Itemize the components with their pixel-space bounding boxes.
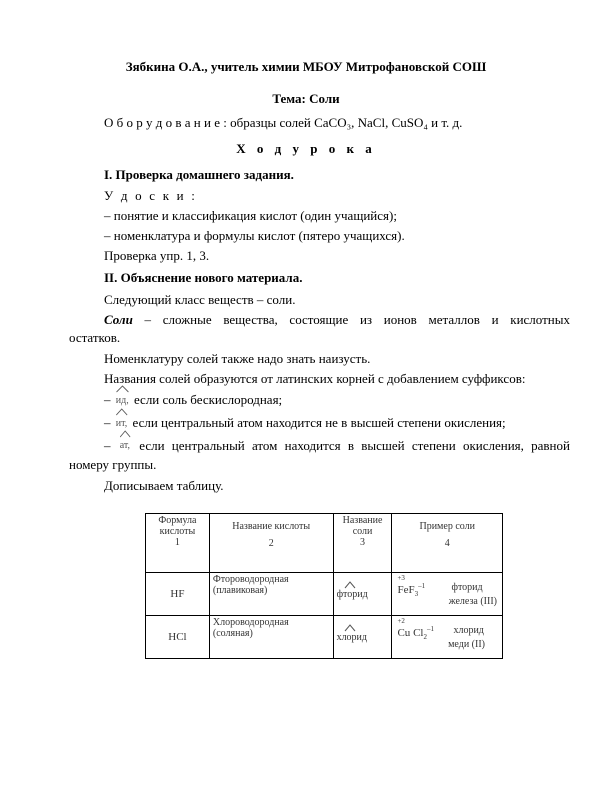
equipment-line: [104, 115, 462, 131]
index: 2: [423, 633, 427, 641]
definition-continuation: остатков.: [69, 330, 121, 345]
header-text: Название кислоты: [232, 521, 311, 532]
suffix-word: атом: [251, 438, 278, 453]
suffix-word: степени: [411, 438, 456, 453]
lesson-title: Х о д у р о к а: [236, 141, 376, 156]
suffix-text: если центральный атом находится не в высшей степени окисления;: [132, 415, 506, 430]
oxidation-state: +2: [397, 617, 405, 625]
table-header-cell: [146, 514, 210, 573]
fill-table-line: Дописываем таблицу.: [104, 478, 224, 493]
suffix-word: находится: [284, 438, 341, 453]
suffix-word: центральный: [171, 438, 245, 453]
oxidation-state: –1: [418, 582, 426, 590]
author-line: Зябкина О.А., учитель химии МБОУ Митрофановской СОШ: [125, 59, 487, 74]
table-header-cell: [392, 514, 503, 573]
equipment-label: О б о р у д о в а н и е :: [104, 115, 227, 130]
oxidation-state: –1: [426, 625, 434, 633]
section1-title: I. Проверка домашнего задания.: [104, 167, 294, 182]
acid-name-alt: (плавиковая): [212, 585, 268, 596]
suffix-item-at: [104, 438, 570, 454]
suffix-item-id: [104, 392, 282, 409]
salt-name-cell: [333, 616, 392, 659]
suffix-word: в: [347, 438, 355, 453]
definition-word: металлов: [428, 312, 480, 327]
suffix-word: высшей: [361, 438, 405, 453]
table-row: [146, 573, 503, 616]
definition-word: вещества,: [223, 312, 278, 327]
header-text: Название: [342, 515, 383, 526]
example-name: фторид: [451, 582, 483, 593]
salts-table: [145, 513, 503, 659]
salt-example-cell: [392, 616, 503, 659]
suffix-word: если: [139, 438, 165, 453]
definition-word: из: [359, 312, 373, 327]
salt-name: фторид: [337, 589, 368, 600]
table-header-row: [146, 514, 503, 573]
salt-formula: [397, 625, 434, 641]
dash: –: [104, 438, 111, 453]
acid-formula-cell: HCl: [146, 616, 210, 659]
section2-title: II. Объяснение нового материала.: [104, 270, 303, 285]
salt-name-cell: [333, 573, 392, 616]
definition-word: ионов: [383, 312, 417, 327]
index: 3: [414, 590, 419, 598]
definition-word: и: [491, 312, 499, 327]
acid-name-alt: (соляная): [212, 628, 253, 639]
example-name: хлорид: [453, 625, 484, 636]
suffix-at: ат,: [118, 438, 132, 454]
nomenclature-line: Номенклатуру солей также надо знать наизусть.: [104, 351, 371, 366]
table-header-cell: [333, 514, 392, 573]
salt-example-cell: [392, 573, 503, 616]
equipment-text: образцы солей CaCO₃, NaCl, CuSO₄ и т. д.: [230, 115, 463, 130]
dash: –: [104, 392, 111, 407]
header-num: 3: [360, 537, 366, 548]
anion: F: [408, 584, 415, 596]
topic-title: Тема: Соли: [272, 91, 340, 106]
definition-word: –: [144, 312, 152, 327]
dash: –: [104, 415, 111, 430]
header-num: 2: [268, 538, 274, 549]
table-row: [146, 616, 503, 659]
salt-name: хлорид: [337, 632, 367, 643]
suffix-word: равной: [531, 438, 570, 453]
next-class-line: Следующий класс веществ – соли.: [104, 292, 296, 307]
suffix-at-continuation: номеру группы.: [69, 457, 157, 472]
oxidation-state: +3: [397, 574, 405, 582]
example-name: железа (III): [448, 596, 497, 607]
header-text: Пример соли: [419, 521, 475, 532]
definition-word: кислотных: [510, 312, 570, 327]
suffix-id: ид,: [114, 393, 131, 409]
metal: Fe: [397, 584, 409, 596]
suffix-it: ит,: [114, 416, 129, 432]
suffix-word: окисления,: [462, 438, 524, 453]
homework-check: Проверка упр. 1, 3.: [104, 248, 210, 263]
definition-term: Соли: [104, 312, 133, 327]
header-text: кислоты: [159, 526, 196, 537]
names-rule-line: Названия солей образуются от латинских корней с добавлением суффиксов:: [104, 371, 526, 386]
header-text: Формула: [158, 515, 197, 526]
acid-name: Хлороводородная: [212, 617, 289, 628]
table-header-cell: [209, 514, 333, 573]
acid-name: Фтороводородная: [212, 574, 289, 585]
anion: Cl: [413, 627, 424, 639]
suffix-item-it: [104, 415, 506, 432]
salt-formula: [397, 582, 425, 598]
acid-formula-cell: HF: [146, 573, 210, 616]
definition-line: [104, 312, 570, 328]
acid-name-cell: [209, 573, 333, 616]
header-text: соли: [352, 526, 373, 537]
header-num: 4: [444, 538, 450, 549]
suffix-text: если соль бескислородная;: [133, 392, 283, 407]
definition-word: состоящие: [289, 312, 349, 327]
definition-word: сложные: [162, 312, 212, 327]
board-item-2: – номенклатура и формулы кислот (пятеро учащихся).: [104, 228, 405, 243]
acid-name-cell: [209, 616, 333, 659]
board-label: У д о с к и :: [104, 188, 198, 203]
board-item-1: – понятие и классификация кислот (один учащийся);: [104, 208, 397, 223]
metal: Cu: [397, 627, 411, 639]
header-num: 1: [174, 537, 180, 548]
example-name: меди (II): [448, 639, 485, 650]
